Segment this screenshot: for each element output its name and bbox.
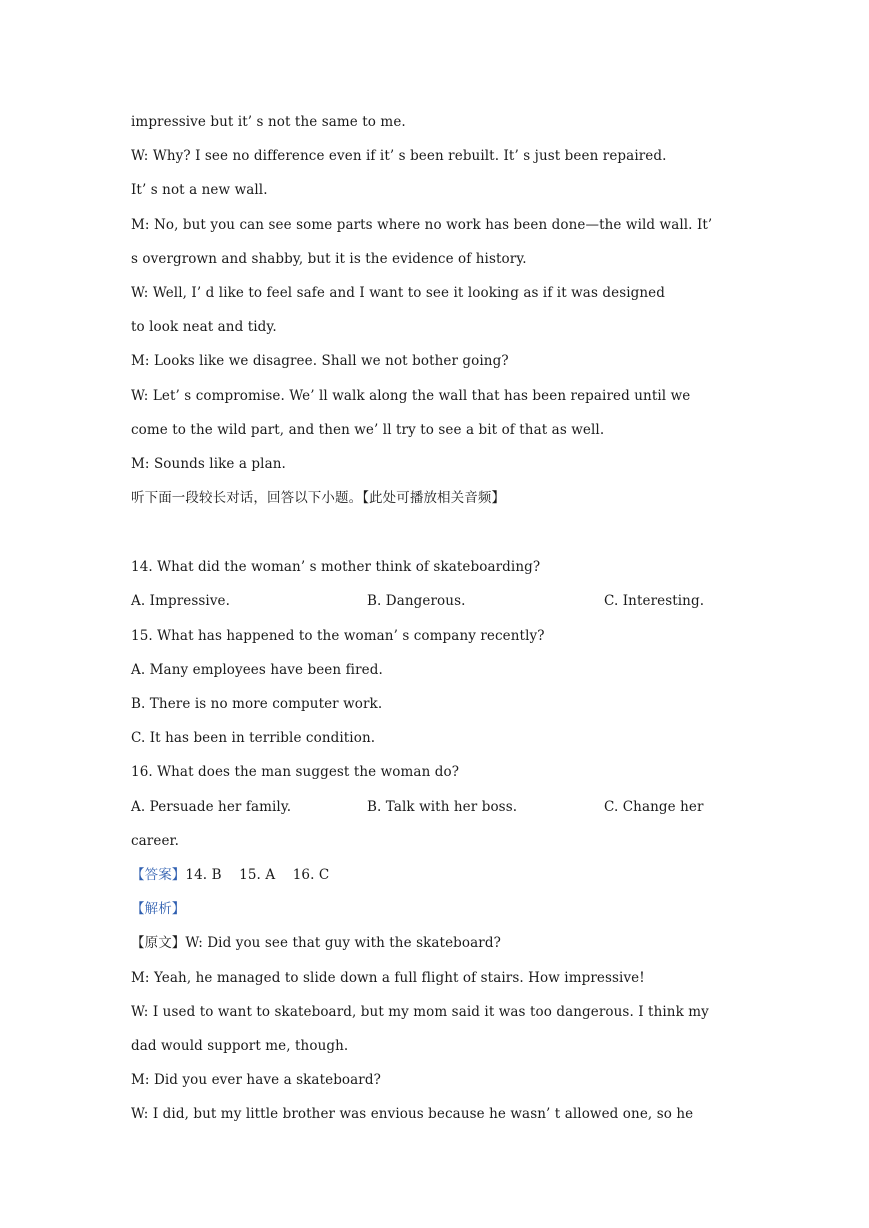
- option-c: C. Change her: [604, 798, 704, 815]
- section-instruction: 听下面一段较长对话，回答以下小题。【此处可播放相关音频】: [131, 490, 506, 507]
- question-16-options: [131, 793, 743, 827]
- document-page: [131, 108, 743, 1134]
- option-b: B. Talk with her boss.: [367, 798, 518, 815]
- question-14: 14. What did the woman’ s mother think of skateboarding?: [131, 559, 541, 576]
- answer-text: 14. B 15. A 16. C: [185, 866, 330, 883]
- blank-spacer: [131, 518, 743, 553]
- transcript-line: impressive but it’ s not the same to me.: [131, 114, 406, 130]
- question-14-options: [131, 587, 743, 621]
- answer-line: [131, 861, 743, 895]
- option-b: B. Dangerous.: [367, 593, 466, 610]
- transcript-line: to look neat and tidy.: [131, 319, 277, 336]
- transcript-line: W: Why? I see no difference even if it’ s been rebuilt. It’ s just been repaired.: [131, 148, 667, 165]
- option-a: A. Persuade her family.: [131, 798, 292, 815]
- transcript-line: It’ s not a new wall.: [131, 182, 268, 199]
- option-c: C. It has been in terrible condition.: [131, 730, 376, 747]
- transcript-line: W: I used to want to skateboard, but my mom said it was too dangerous. I think my: [131, 1003, 709, 1020]
- option-c: C. Interesting.: [604, 593, 705, 610]
- transcript-line: W: Well, I’ d like to feel safe and I want to see it looking as if it was designed: [131, 284, 666, 301]
- transcript-line: M: Yeah, he managed to slide down a full flight of stairs. How impressive!: [131, 969, 645, 986]
- transcript-line: W: I did, but my little brother was envious because he wasn’ t allowed one, so he: [131, 1106, 694, 1123]
- transcript-line: M: Sounds like a plan.: [131, 455, 286, 472]
- original-tag: 【原文】: [131, 935, 186, 952]
- transcript-line: M: No, but you can see some parts where no work has been done—the wild wall. It’: [131, 216, 713, 233]
- transcript-line: M: Looks like we disagree. Shall we not bother going?: [131, 353, 509, 370]
- transcript-line: M: Did you ever have a skateboard?: [131, 1072, 381, 1089]
- original-first-line: W: Did you see that guy with the skateboard?: [185, 935, 501, 952]
- transcript-line: s overgrown and shabby, but it is the evidence of history.: [131, 250, 527, 267]
- option-b: B. There is no more computer work.: [131, 696, 383, 712]
- question-16: 16. What does the man suggest the woman do?: [131, 764, 460, 781]
- original-line: [131, 929, 743, 963]
- option-a: A. Many employees have been fired.: [131, 661, 383, 678]
- analysis-line: [131, 895, 743, 929]
- transcript-line: W: Let’ s compromise. We’ ll walk along the wall that has been repaired until we: [131, 387, 691, 404]
- question-15: 15. What has happened to the woman’ s company recently?: [131, 627, 545, 644]
- option-a: A. Impressive.: [131, 593, 231, 610]
- transcript-line: dad would support me, though.: [131, 1037, 349, 1054]
- analysis-tag: 【解析】: [131, 901, 186, 918]
- answer-tag: 【答案】: [131, 866, 186, 883]
- option-c-continued: career.: [131, 832, 180, 849]
- transcript-line: come to the wild part, and then we’ ll try to see a bit of that as well.: [131, 421, 605, 438]
